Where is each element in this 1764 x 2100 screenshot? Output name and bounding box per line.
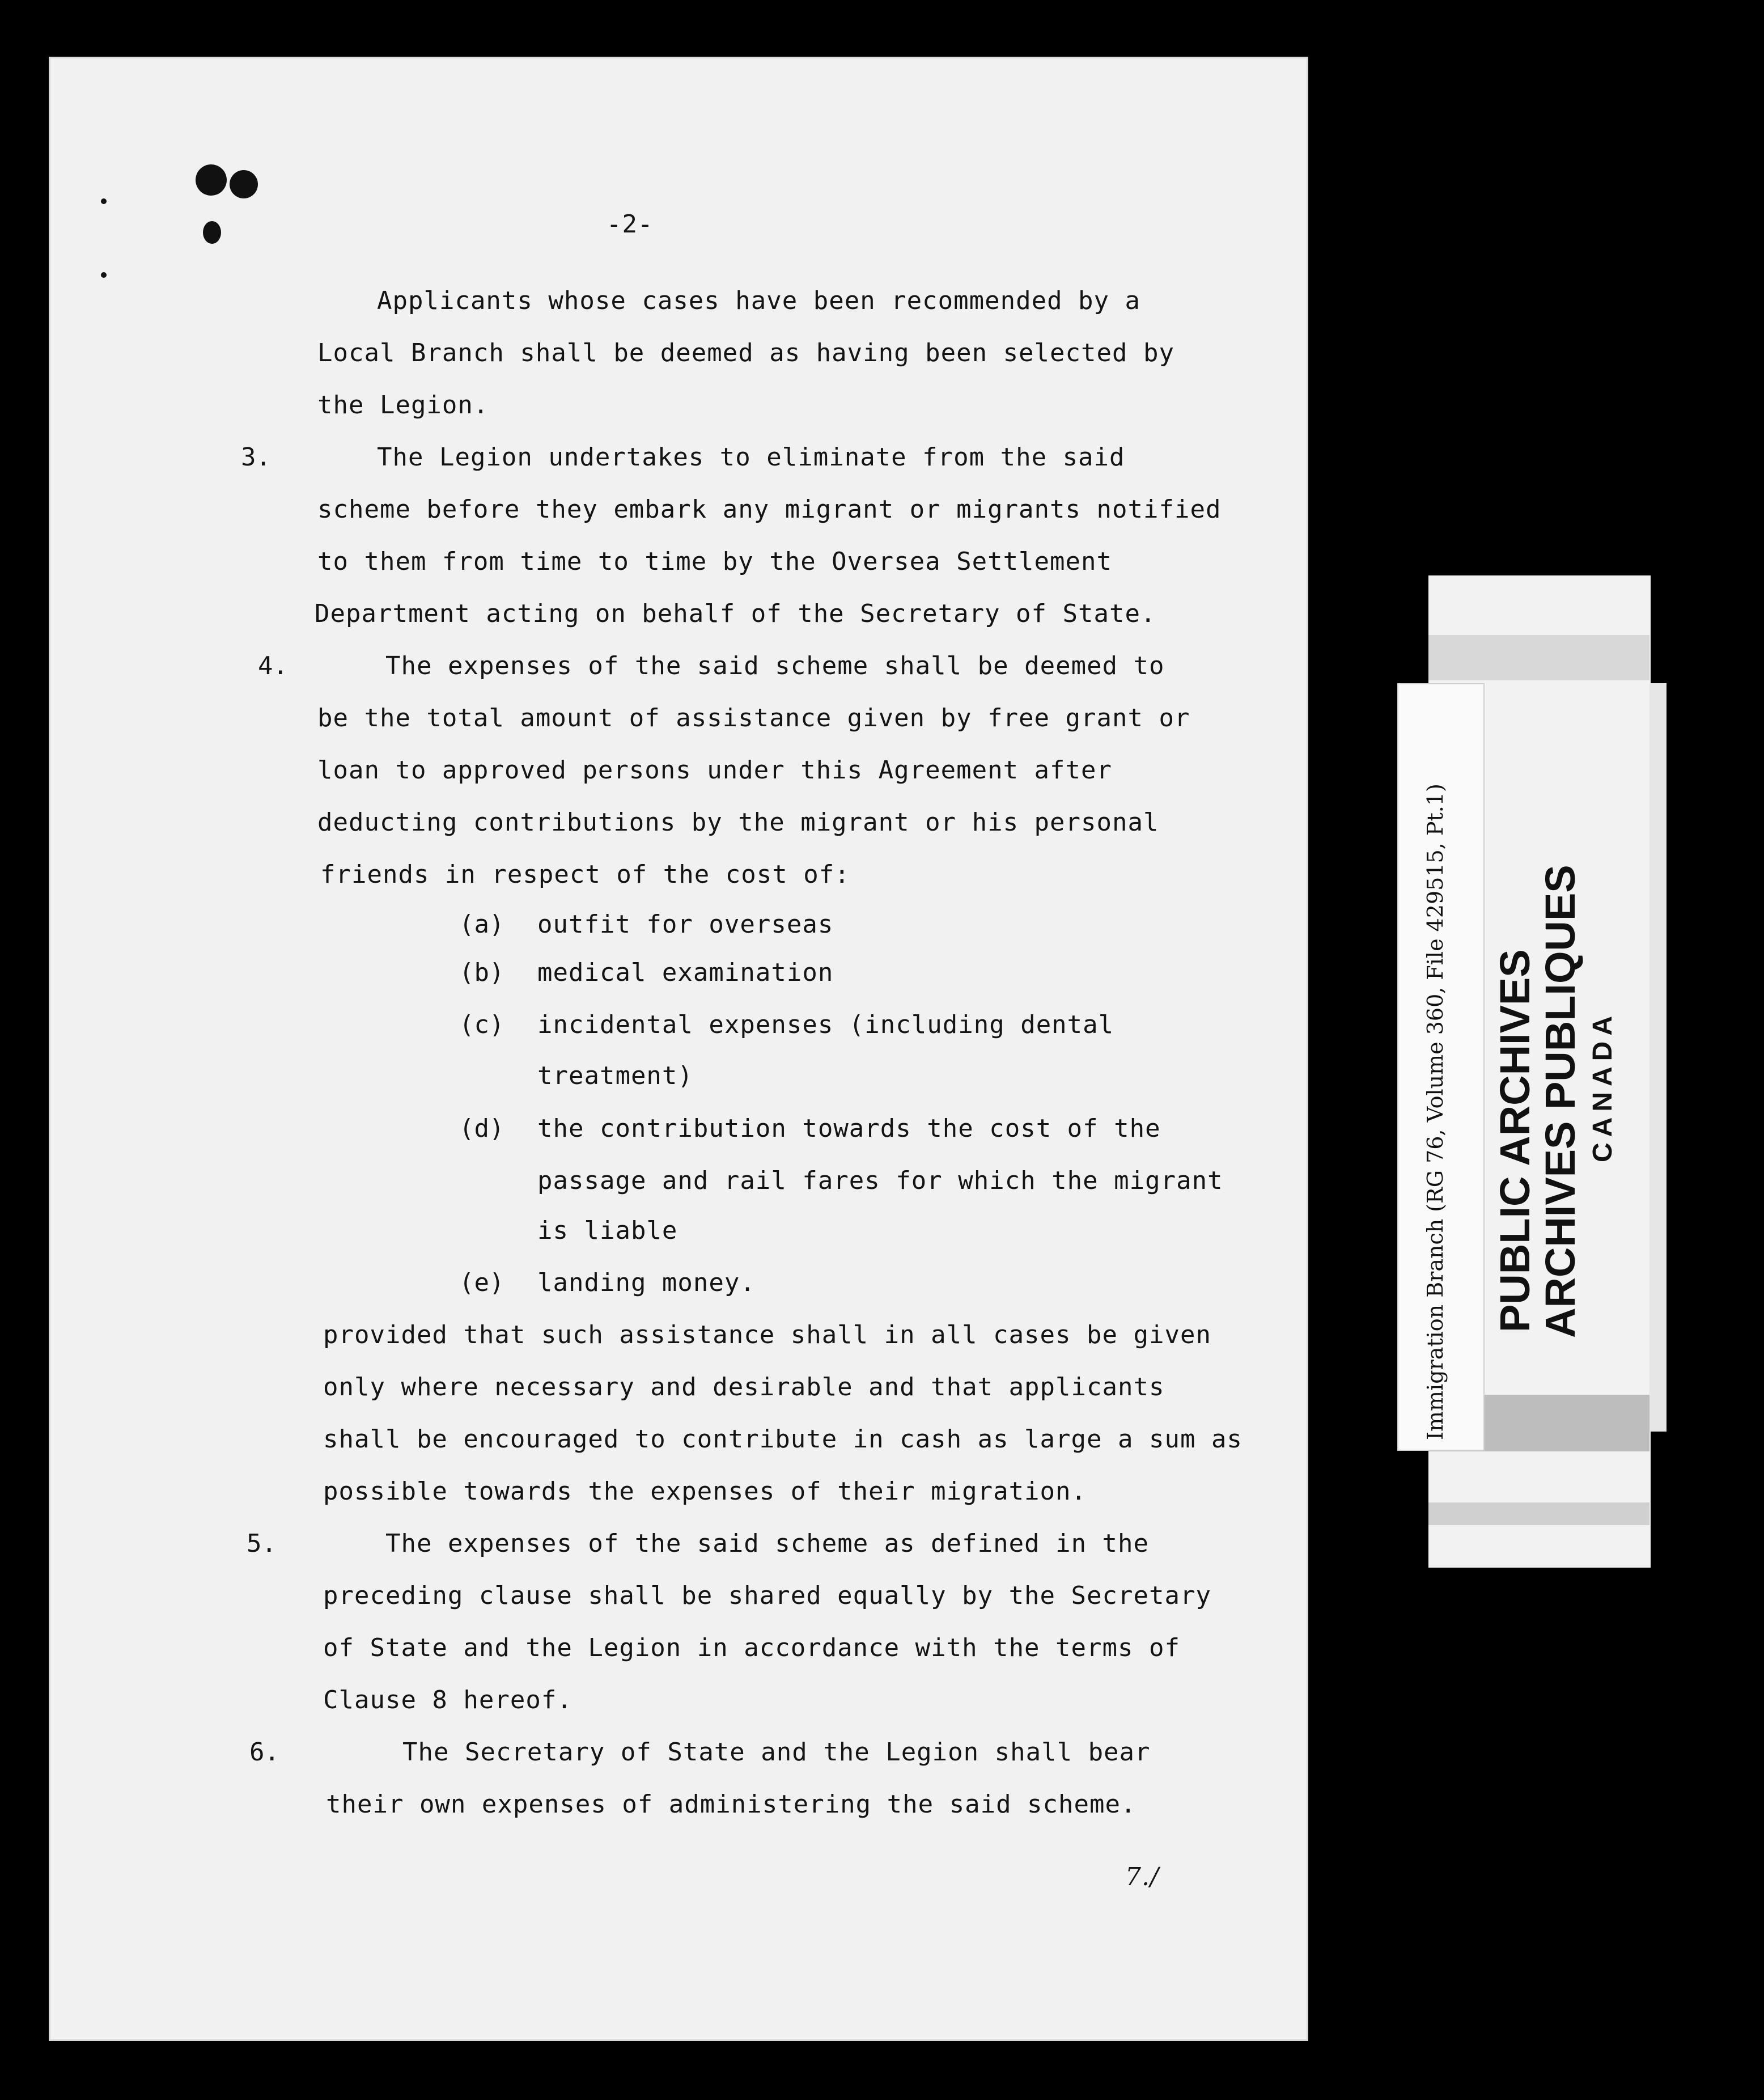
item-letter: (a)	[459, 910, 504, 939]
clause-number: 4.	[258, 651, 288, 680]
text-line: Department acting on behalf of the Secretary of State.	[315, 599, 1156, 628]
text-line: outfit for overseas	[537, 910, 834, 939]
archive-label-line2: ARCHIVES PUBLIQUES	[1537, 865, 1584, 1338]
text-line: is liable	[537, 1216, 678, 1245]
text-line: the Legion.	[317, 391, 489, 420]
archive-label-line1: PUBLIC ARCHIVES	[1491, 949, 1538, 1332]
clause-number: 5.	[247, 1529, 277, 1558]
text-line: incidental expenses (including dental	[537, 1010, 1114, 1039]
punch-hole-mark	[203, 221, 221, 244]
text-line: Clause 8 hereof.	[323, 1686, 573, 1714]
punch-hole-mark	[230, 170, 258, 198]
text-line: provided that such assistance shall in all cases be given	[323, 1320, 1211, 1349]
item-letter: (e)	[459, 1268, 504, 1297]
punch-hole-mark	[196, 164, 227, 196]
text-line: The expenses of the said scheme as defined in the	[385, 1529, 1150, 1558]
label-band	[1428, 1502, 1649, 1525]
archive-label-line3: CANADA	[1588, 1010, 1618, 1162]
archive-label-edge	[1649, 683, 1667, 1432]
item-letter: (b)	[459, 958, 504, 987]
text-line: deducting contributions by the migrant or his personal	[317, 808, 1159, 837]
text-line: treatment)	[537, 1061, 693, 1090]
text-line: friends in respect of the cost of:	[320, 860, 850, 889]
page-number: -2-	[607, 210, 654, 239]
text-line: The Legion undertakes to eliminate from the said	[377, 443, 1125, 472]
text-line: medical examination	[537, 958, 834, 987]
text-line: shall be encouraged to contribute in cash as large a sum as	[323, 1425, 1243, 1454]
clause-number: 3.	[241, 443, 271, 472]
handwritten-mark: 7./	[1125, 1862, 1159, 1891]
text-line: the contribution towards the cost of the	[537, 1114, 1161, 1143]
text-line: landing money.	[537, 1268, 756, 1297]
archive-reference: Immigration Branch (RG 76, Volume 360, File 429515, Pt.1)	[1423, 784, 1448, 1440]
text-line: passage and rail fares for which the migrant	[537, 1166, 1223, 1195]
text-line: preceding clause shall be shared equally by the Secretary	[323, 1581, 1211, 1610]
text-line: possible towards the expenses of their migration.	[323, 1477, 1087, 1506]
text-line: Applicants whose cases have been recommended by a	[377, 286, 1141, 315]
label-band	[1428, 635, 1649, 680]
text-line: only where necessary and desirable and that applicants	[323, 1373, 1165, 1402]
text-line: to them from time to time by the Oversea Settlement	[317, 547, 1113, 576]
text-line: scheme before they embark any migrant or migrants notified	[317, 495, 1222, 524]
item-letter: (d)	[459, 1114, 504, 1143]
text-line: of State and the Legion in accordance with the terms of	[323, 1633, 1180, 1662]
item-letter: (c)	[459, 1010, 504, 1039]
text-line: The Secretary of State and the Legion shall bear	[402, 1738, 1151, 1767]
text-line: be the total amount of assistance given by free grant or	[317, 704, 1190, 733]
margin-dot	[101, 272, 107, 278]
text-line: loan to approved persons under this Agreement after	[317, 756, 1113, 785]
text-line: their own expenses of administering the said scheme.	[326, 1790, 1137, 1819]
text-line: The expenses of the said scheme shall be deemed to	[385, 651, 1165, 680]
clause-number: 6.	[249, 1738, 279, 1767]
margin-dot	[101, 198, 107, 204]
text-line: Local Branch shall be deemed as having been selected by	[317, 338, 1174, 367]
